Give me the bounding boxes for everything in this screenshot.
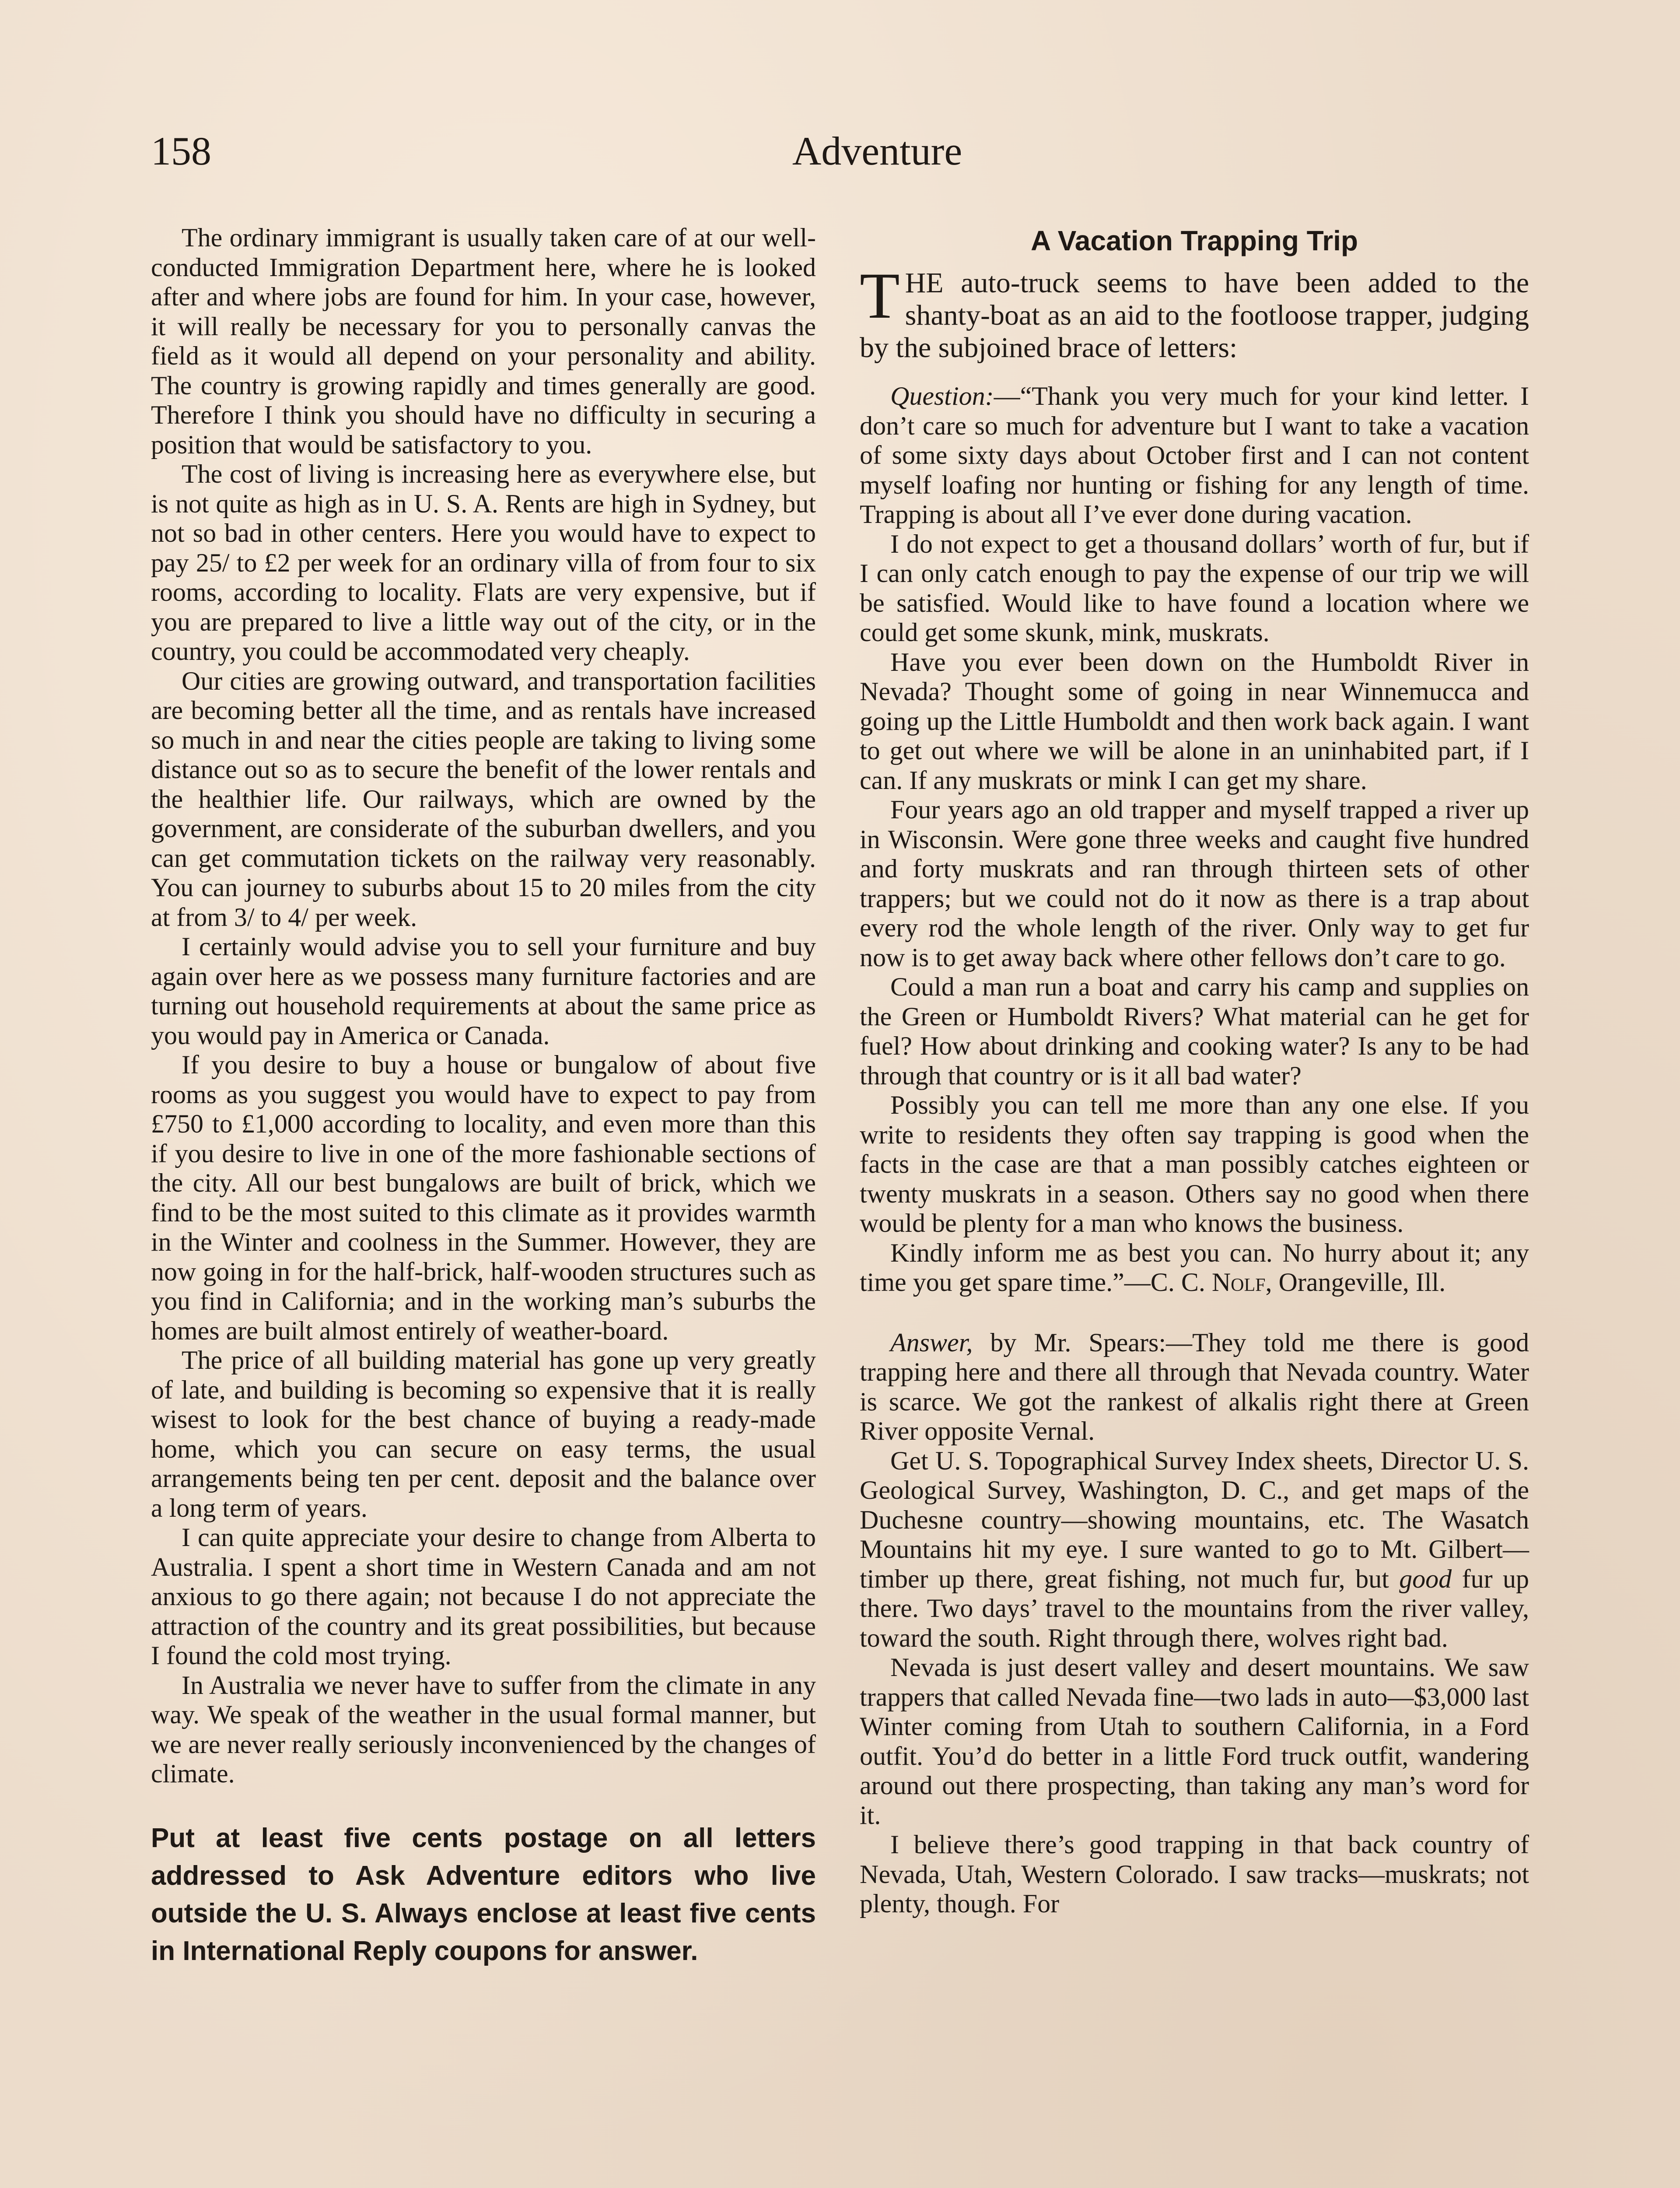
answer-emphasis: good [1399,1564,1452,1593]
left-paragraph: The cost of living is increasing here as everywhere else, but is not quite as high as in U. S. A. Rents are high in Sydney, but not so bad in other centers. Here you would have to expect to pay 25/ to £2 per week for an ordinary villa of from four to six rooms, according to locality. Flats are very expensive, but if you are prepared to live a little way out of the city, or in the country, you could be accommodated very cheaply. [151,459,816,666]
left-column [151,223,816,1970]
intro-text: HE auto-truck seems to have been added to the shanty-boat as an aid to the footloose trapper, judging by the subjoined brace of letters: [860,267,1529,364]
left-paragraph: I can quite appreciate your desire to change from Alberta to Australia. I spent a short time in Western Canada and am not anxious to go there again; not because I do not appreciate the attraction of the country and its great possibilities, but because I found the cold most trying. [151,1523,816,1670]
left-paragraph: In Australia we never have to suffer from the climate in any way. We speak of the weather in the usual formal manner, but we are never really seriously inconvenienced by the changes of climate. [151,1670,816,1788]
question-paragraph [860,382,1529,529]
question-paragraph: Have you ever been down on the Humboldt River in Nevada? Thought some of going in near Winnemucca and going up the Little Humboldt and then work back again. I want to get out where we will be alone in an uninhabited part, if I can. If any muskrats or mink I can get my share. [860,647,1529,795]
question-paragraph: Could a man run a boat and carry his camp and supplies on the Green or Humboldt Rivers? What material can he get for fuel? How about drinking and cooking water? Is any to be had through that country or is it all bad water? [860,972,1529,1090]
left-paragraph: The price of all building material has gone up very greatly of late, and building is becoming so expensive that it is really wisest to look for the best chance of buying a ready-made home, which you can secure on easy terms, the usual arrangements being ten per cent. deposit and the balance over a long term of years. [151,1346,816,1522]
left-paragraph: The ordinary immigrant is usually taken care of at our well-conducted Immigration Department here, where he is looked after and where jobs are found for him. In your case, however, it will really be necessary for you to personally canvas the field as it would all depend on your personality and ability. The country is growing rapidly and times generally are good. Therefore I think you should have no difficulty in securing a position that would be satisfactory to you. [151,223,816,459]
question-label: Question: [890,382,994,410]
question-closing-text: Kindly inform me as best you can. No hurry about it; any time you get spare time.”—C. C. [860,1238,1529,1297]
answer-paragraph [860,1328,1529,1446]
running-title: Adventure [792,129,962,173]
intro-paragraph [860,259,1529,364]
section-title: A Vacation Trapping Trip [1031,225,1358,256]
signature-place: , Orangeville, Ill. [1265,1268,1446,1297]
left-paragraph: I certainly would advise you to sell your furniture and buy again over here as we possess many furniture factories and are turning out household requirements at about the same price as you would pay in America or Canada. [151,932,816,1050]
question-paragraph: Possibly you can tell me more than any one else. If you write to residents they often say trapping is good when the facts in the case are that a man possibly catches eighteen or twenty muskrats in a season. Others say no good when there would be plenty for a man who knows the business. [860,1090,1529,1238]
answer-paragraph: Nevada is just desert valley and desert mountains. We saw trappers that called Nevada fine—two lads in auto—$3,000 last Winter coming from Utah to southern California, in a Ford outfit. You’d do better in a little Ford truck outfit, wandering around out there prospecting, than taking any man’s word for it. [860,1653,1529,1830]
question-paragraph: Four years ago an old trapper and myself trapped a river up in Wisconsin. Were gone three weeks and caught five hundred and forty muskrats and ran through thirteen sets of other trappers; but we could not do it now as there is a trap about every rod the whole length of the river. Only way to get fur now is to get away back where other fellows don’t care to go. [860,795,1529,972]
question-closing [860,1238,1529,1297]
left-paragraph: Our cities are growing outward, and transportation facilities are becoming better all the time, and as rentals have increased so much in and near the cities people are taking to living some distance out so as to secure the benefit of the lower rentals and the healthier life. Our railways, which are owned by the government, are considerate of the suburban dwellers, and you can get commutation tickets on the railway very reasonably. You can journey to suburbs about 15 to 20 miles from the city at from 3/ to 4/ per week. [151,666,816,932]
left-paragraph: If you desire to buy a house or bungalow of about five rooms as you suggest you would have to expect to pay from £750 to £1,000 according to locality, and even more than this if you desire to live in one of the more fashionable sections of the city. All our best bungalows are built of brick, which we find to be the most suited to this climate as it provides warmth in the Winter and coolness in the Summer. However, they are now going in for the half-brick, half-wooden structures such as you find in California; and in the working man’s suburbs the homes are built almost entirely of weather-board. [151,1050,816,1345]
drop-cap: T [860,259,900,332]
signature-name: Nolf [1211,1268,1266,1297]
question-paragraph: I do not expect to get a thousand dollars’ worth of fur, but if I can only catch enough to pay the expense of our trip we will be satisfied. Would like to have found a location where we could get some skunk, mink, muskrats. [860,529,1529,647]
page-number: 158 [151,129,211,173]
question-text: —“Thank you very much for your kind letter. I don’t care so much for adventure but I want to take a vacation of some sixty days about October first and I can not content myself loafing nor hunting or fishing for any length of time. Trapping is about all I’ve ever done during vacation. [860,382,1529,529]
answer-paragraph [860,1446,1529,1653]
postage-notice: Put at least five cents postage on all letters addressed to Ask Adventure editors who live outside the U. S. Always enclose at least five cents in International Reply coupons for answer. [151,1823,816,1966]
right-column [860,223,1529,1919]
answer-text: Get U. S. Topographical Survey Index sheets, Director U. S. Geological Survey, Washington, D. C., and get maps of the Duchesne country—showing mountains, etc. The Wasatch Mountains hit my eye. I sure wanted to go to Mt. Gilbert—timber up there, great fishing, not much fur, but [860,1446,1529,1593]
answer-paragraph: I believe there’s good trapping in that back country of Nevada, Utah, Western Colorado. I saw tracks—muskrats; not plenty, though. For [860,1830,1529,1918]
answer-text: fur up there. Two days’ travel to the mountains from the river valley, toward the south. Right through there, wolves right bad. [860,1564,1529,1652]
page-header [151,127,1533,193]
answer-label: Answer, [890,1328,973,1357]
answer-text: by Mr. Spears:—They told me there is good trapping here and there all through that Nevada country. Water is scarce. We got the rankest of alkalis right there at Green River opposite Vernal. [860,1328,1529,1445]
